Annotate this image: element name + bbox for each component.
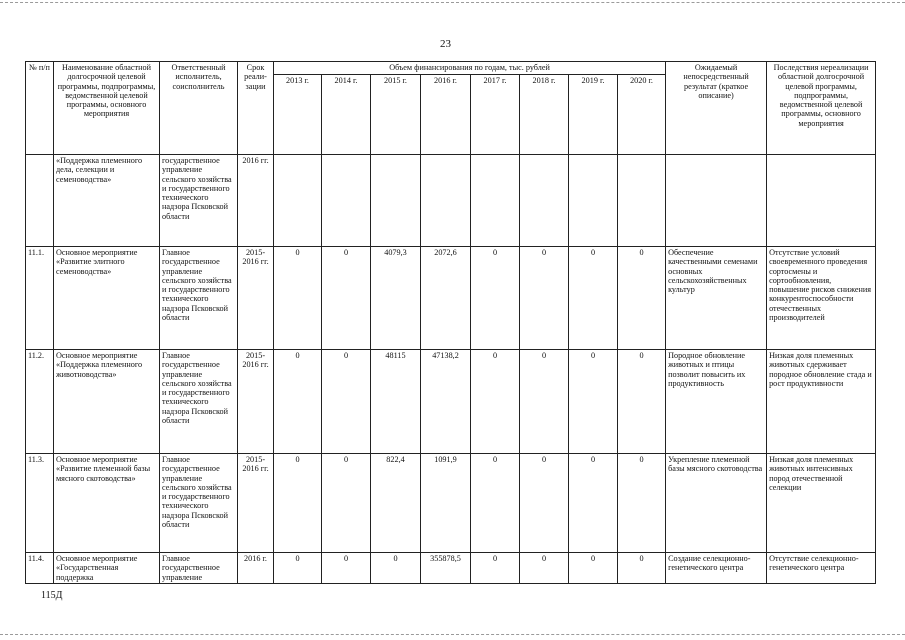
table-row xyxy=(26,350,876,454)
row-value xyxy=(471,155,520,247)
row-value: 0 xyxy=(322,454,371,553)
row-term: 2015-2016 гг. xyxy=(238,247,274,350)
row-consequences xyxy=(767,155,876,247)
row-value: 0 xyxy=(471,350,520,454)
row-value: 0 xyxy=(520,247,569,350)
row-value: 48115 xyxy=(371,350,421,454)
row-responsible: Главное государственное управление сельского хозяйства и государственного технического надзора Псковской области xyxy=(160,350,238,454)
row-value: 0 xyxy=(618,454,666,553)
row-num: 11.2. xyxy=(26,350,54,454)
row-num: 11.3. xyxy=(26,454,54,553)
row-value: 822,4 xyxy=(371,454,421,553)
row-name: Основное мероприятие «Поддержка племенного животноводства» xyxy=(54,350,160,454)
header-year: 2016 г. xyxy=(421,75,471,155)
row-value: 0 xyxy=(520,553,569,584)
row-value: 0 xyxy=(471,247,520,350)
row-responsible: Главное государственное управление сельского хозяйства и государственного технического надзора Псковской области xyxy=(160,247,238,350)
table-row xyxy=(26,155,876,247)
row-value: 0 xyxy=(322,247,371,350)
header-year: 2013 г. xyxy=(274,75,322,155)
row-value: 0 xyxy=(618,247,666,350)
row-expected: Создание селекционно-генетического центра xyxy=(666,553,767,584)
row-expected xyxy=(666,155,767,247)
row-value: 0 xyxy=(322,553,371,584)
row-value: 0 xyxy=(471,454,520,553)
row-value: 355878,5 xyxy=(421,553,471,584)
row-value: 0 xyxy=(274,350,322,454)
row-value: 0 xyxy=(520,454,569,553)
header-year: 2014 г. xyxy=(322,75,371,155)
row-expected: Укрепление племенной базы мясного скотоводства xyxy=(666,454,767,553)
row-value: 1091,9 xyxy=(421,454,471,553)
row-term: 2015-2016 гг. xyxy=(238,454,274,553)
row-value: 0 xyxy=(618,553,666,584)
page-number: 23 xyxy=(440,38,451,50)
program-table xyxy=(25,61,876,584)
header-responsible: Ответственный исполнитель, соисполнитель xyxy=(160,62,238,155)
row-expected: Обеспечение качественными семенами основных сельскохозяйственных культур xyxy=(666,247,767,350)
scan-bottom-edge xyxy=(0,634,905,635)
header-expected: Ожидаемый непосредственный результат (краткое описание) xyxy=(666,62,767,155)
row-value: 0 xyxy=(471,553,520,584)
row-consequences: Отсутствие селекционно-генетического центра xyxy=(767,553,876,584)
row-value: 47138,2 xyxy=(421,350,471,454)
row-term: 2016 гг. xyxy=(238,155,274,247)
table-row xyxy=(26,247,876,350)
row-value xyxy=(618,155,666,247)
header-name: Наименование областной долгосрочной целевой программы, подпрограммы, ведомственной целевой программы, основного мероприятия xyxy=(54,62,160,155)
footer-code: 115Д xyxy=(41,590,63,601)
header-consequences: Последствия нереализации областной долгосрочной целевой программы, подпрограммы, ведомственной целевой программы, основного мероприятия xyxy=(767,62,876,155)
row-value xyxy=(569,155,618,247)
row-value: 0 xyxy=(569,350,618,454)
row-value xyxy=(371,155,421,247)
row-value xyxy=(421,155,471,247)
row-value: 0 xyxy=(569,454,618,553)
row-responsible: Главное государственное управление xyxy=(160,553,238,584)
row-consequences: Низкая доля племенных животных сдерживает породное обновление стада и рост продуктивности xyxy=(767,350,876,454)
row-responsible: Главное государственное управление сельского хозяйства и государственного технического надзора Псковской области xyxy=(160,454,238,553)
header-year: 2017 г. xyxy=(471,75,520,155)
row-value: 0 xyxy=(569,553,618,584)
row-value: 0 xyxy=(274,247,322,350)
row-value: 0 xyxy=(371,553,421,584)
row-value: 4079,3 xyxy=(371,247,421,350)
row-expected: Породное обновление животных и птицы позволит повысить их продуктивность xyxy=(666,350,767,454)
row-consequences: Отсутствие условий своевременного проведения сортосмены и сортообновления, повышение рисков снижения конкурентоспособности отечественных производителей xyxy=(767,247,876,350)
table-row xyxy=(26,454,876,553)
row-term: 2016 г. xyxy=(238,553,274,584)
row-consequences: Низкая доля племенных животных интенсивных пород отечественной селекции xyxy=(767,454,876,553)
header-num: № п/п xyxy=(26,62,54,155)
header-year: 2019 г. xyxy=(569,75,618,155)
row-num: 11.1. xyxy=(26,247,54,350)
row-num: 11.4. xyxy=(26,553,54,584)
header-term: Срок реали-зации xyxy=(238,62,274,155)
row-value: 0 xyxy=(274,454,322,553)
row-name: Основное мероприятие «Государственная поддержка xyxy=(54,553,160,584)
row-value: 0 xyxy=(322,350,371,454)
row-value: 0 xyxy=(274,553,322,584)
row-value: 2072,6 xyxy=(421,247,471,350)
row-responsible: государственное управление сельского хозяйства и государственного технического надзора Псковской области xyxy=(160,155,238,247)
row-value xyxy=(274,155,322,247)
row-num xyxy=(26,155,54,247)
row-name: «Поддержка племенного дела, селекции и семеноводства» xyxy=(54,155,160,247)
table-row xyxy=(26,553,876,584)
row-value xyxy=(520,155,569,247)
row-value: 0 xyxy=(520,350,569,454)
row-name: Основное мероприятие «Развитие элитного семеноводства» xyxy=(54,247,160,350)
header-year: 2015 г. xyxy=(371,75,421,155)
row-value: 0 xyxy=(569,247,618,350)
row-value: 0 xyxy=(618,350,666,454)
row-value xyxy=(322,155,371,247)
row-term: 2015-2016 гг. xyxy=(238,350,274,454)
header-year: 2020 г. xyxy=(618,75,666,155)
row-name: Основное мероприятие «Развитие племенной базы мясного скотоводства» xyxy=(54,454,160,553)
header-funding: Объем финансирования по годам, тыс. рублей xyxy=(274,62,666,75)
scan-top-edge xyxy=(0,2,905,3)
header-year: 2018 г. xyxy=(520,75,569,155)
